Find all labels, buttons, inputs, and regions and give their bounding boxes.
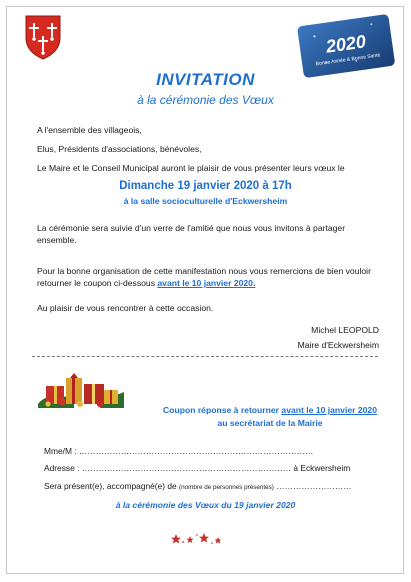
coupon-footer: à la cérémonie des Vœux du 19 janvier 2020 — [115, 500, 296, 510]
page-subtitle: à la cérémonie des Vœux — [137, 93, 274, 107]
field-presence-label: Sera présent(e), accompagné(e) de — [44, 481, 177, 491]
field-address-suffix: à Eckwersheim — [293, 463, 351, 473]
field-presence-note: (nombre de personnes présentes) — [179, 484, 274, 491]
field-name-label: Mme/M : — [44, 446, 77, 456]
field-address-dots[interactable]: ………………………………………………………………… — [81, 463, 292, 473]
card-caption: Bonne Année & Bonne Santé — [315, 52, 381, 68]
paragraph-rsvp — [37, 265, 382, 289]
coupon-subtitle: au secrétariat de la Mairie — [217, 418, 323, 428]
event-place: à la salle socioculturelle d'Eckwersheim — [123, 196, 288, 206]
page-title: INVITATION — [156, 70, 255, 89]
field-address-label: Adresse : — [44, 463, 80, 473]
closing-text: Au plaisir de vous rencontrer à cette occasion. — [37, 303, 214, 313]
event-date: Dimanche 19 janvier 2020 à 17h — [119, 180, 292, 192]
christmas-gifts-icon — [34, 364, 126, 410]
coupon-title-start: Coupon réponse à retourner — [163, 405, 280, 415]
field-name-dots[interactable]: ………………………………………………………………………… — [78, 446, 314, 456]
field-address[interactable] — [44, 463, 350, 473]
greeting-line-1: A l'ensemble des villageois, — [37, 125, 142, 135]
intro-text: Le Maire et le Conseil Municipal auront le plaisir de vous présenter leurs vœux le — [37, 163, 345, 173]
rsvp-deadline: avant le 10 janvier 2020. — [157, 278, 256, 288]
rsvp-text: Pour la bonne organisation de cette manifestation nous vous remercions de bien vouloir retourner le coupon ci-dessous — [37, 266, 371, 288]
decorative-stars-icon — [168, 532, 228, 546]
signature-title: Maire d'Eckwersheim — [297, 340, 379, 350]
fleur-de-lis-crest-icon — [24, 14, 62, 60]
field-presence-dots[interactable]: ……………………… — [276, 481, 352, 491]
field-presence[interactable] — [44, 481, 352, 491]
coupon-title — [125, 405, 411, 415]
coupon-deadline: avant le 10 janvier 2020 — [281, 405, 377, 415]
signature-name: Michel LEOPOLD — [311, 325, 379, 335]
card-year: 2020 — [324, 31, 368, 57]
paragraph-reception: La cérémonie sera suivie d'un verre de l'amitié que nous vous invitons à partager ensemble. — [37, 223, 346, 245]
field-name[interactable] — [44, 446, 313, 456]
greeting-line-2: Elus, Présidents d'associations, bénévoles, — [37, 144, 202, 154]
cut-line — [32, 356, 378, 357]
